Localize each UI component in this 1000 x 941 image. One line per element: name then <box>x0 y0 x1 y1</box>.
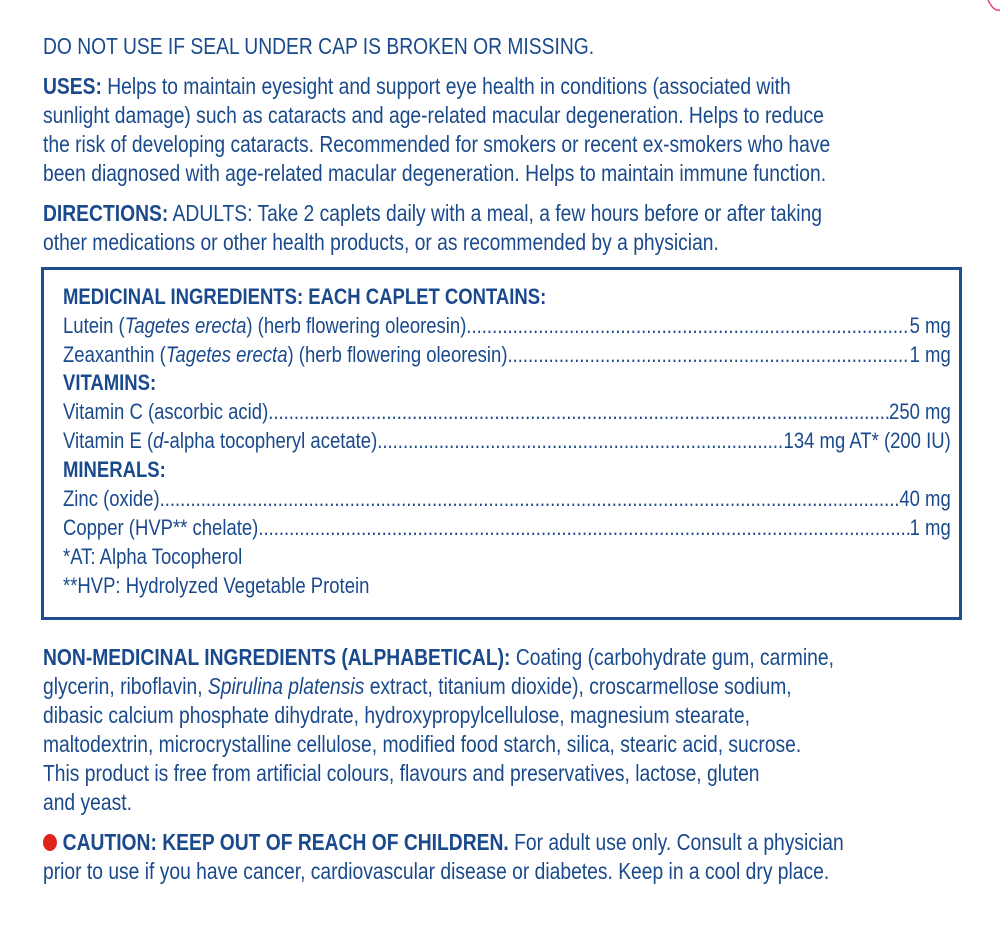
caution-label: CAUTION: KEEP OUT OF REACH OF CHILDREN. <box>62 829 509 855</box>
non-medicinal-line-6: and yeast. <box>43 789 132 815</box>
uses-line-4: been diagnosed with age-related macular degeneration. Helps to maintain immune function. <box>43 160 827 186</box>
ingredient-amount: 1 mg <box>909 515 951 540</box>
non-medicinal-label: NON-MEDICINAL INGREDIENTS (ALPHABETICAL): <box>43 644 511 670</box>
directions-line-2: other medications or other health products, or as recommended by a physician. <box>43 229 719 255</box>
leader-dots <box>268 398 889 426</box>
caution-dot-icon <box>43 834 57 851</box>
medicinal-ingredients-box: MEDICINAL INGREDIENTS: EACH CAPLET CONTAINS: Lutein (Tagetes erecta) (herb flowering oleoresin) ..... 5 mg Zeaxanthin (Tagetes erecta) (herb flowering oleoresin) ..... 1 mg VITAMINS: Vitamin C (ascorbic acid) ..... 250 mg Vitamin E (d-alpha tocopheryl acetate) ..... 134 mg AT* (200 IU) MINERALS: Zinc (oxide) ..... 40 mg Copper (HVP** chelate) ..... 1 mg *AT: Alpha Tocopherol **HVP: Hydrolyzed Vegetable Protein <box>41 267 962 620</box>
non-medicinal-line-2: glycerin, riboflavin, Spirulina platensis extract, titanium dioxide), croscarmellose sodium, <box>43 673 792 699</box>
caution-line-2: prior to use if you have cancer, cardiovascular disease or diabetes. Keep in a cool dry place. <box>43 858 830 884</box>
ingredient-amount: 250 mg <box>889 399 951 424</box>
leader-dots <box>258 514 909 542</box>
leader-dots <box>466 312 909 340</box>
leader-dots <box>377 427 783 455</box>
directions-line-1: DIRECTIONS: ADULTS: Take 2 caplets daily with a meal, a few hours before or after taking <box>43 200 822 226</box>
caution-line-1: CAUTION: KEEP OUT OF REACH OF CHILDREN. For adult use only. Consult a physician <box>43 828 844 856</box>
corner-mark <box>986 0 1000 14</box>
non-medicinal-line-3: dibasic calcium phosphate dihydrate, hydroxypropylcellulose, magnesium stearate, <box>43 702 750 728</box>
leader-dots <box>160 485 900 513</box>
leader-dots <box>507 341 909 369</box>
non-medicinal-line-1: NON-MEDICINAL INGREDIENTS (ALPHABETICAL): Coating (carbohydrate gum, carmine, <box>43 644 834 670</box>
uses-label: USES: <box>43 73 102 99</box>
ingredient-amount: 40 mg <box>899 486 951 511</box>
ingredient-amount: 134 mg AT* (200 IU) <box>783 428 951 453</box>
seal-warning: DO NOT USE IF SEAL UNDER CAP IS BROKEN OR MISSING. <box>43 33 595 59</box>
uses-line-1: USES: Helps to maintain eyesight and support eye health in conditions (associated with <box>43 73 791 99</box>
ingredient-amount: 1 mg <box>909 342 951 367</box>
directions-label: DIRECTIONS: <box>43 200 169 226</box>
uses-line-3: the risk of developing cataracts. Recommended for smokers or recent ex-smokers who have <box>43 131 831 157</box>
ingredient-amount: 5 mg <box>909 313 951 338</box>
uses-line-2: sunlight damage) such as cataracts and age-related macular degeneration. Helps to reduce <box>43 102 824 128</box>
non-medicinal-line-4: maltodextrin, microcrystalline cellulose, modified food starch, silica, stearic acid, sucrose. <box>43 731 802 757</box>
non-medicinal-line-5: This product is free from artificial colours, flavours and preservatives, lactose, gluten <box>43 760 760 786</box>
